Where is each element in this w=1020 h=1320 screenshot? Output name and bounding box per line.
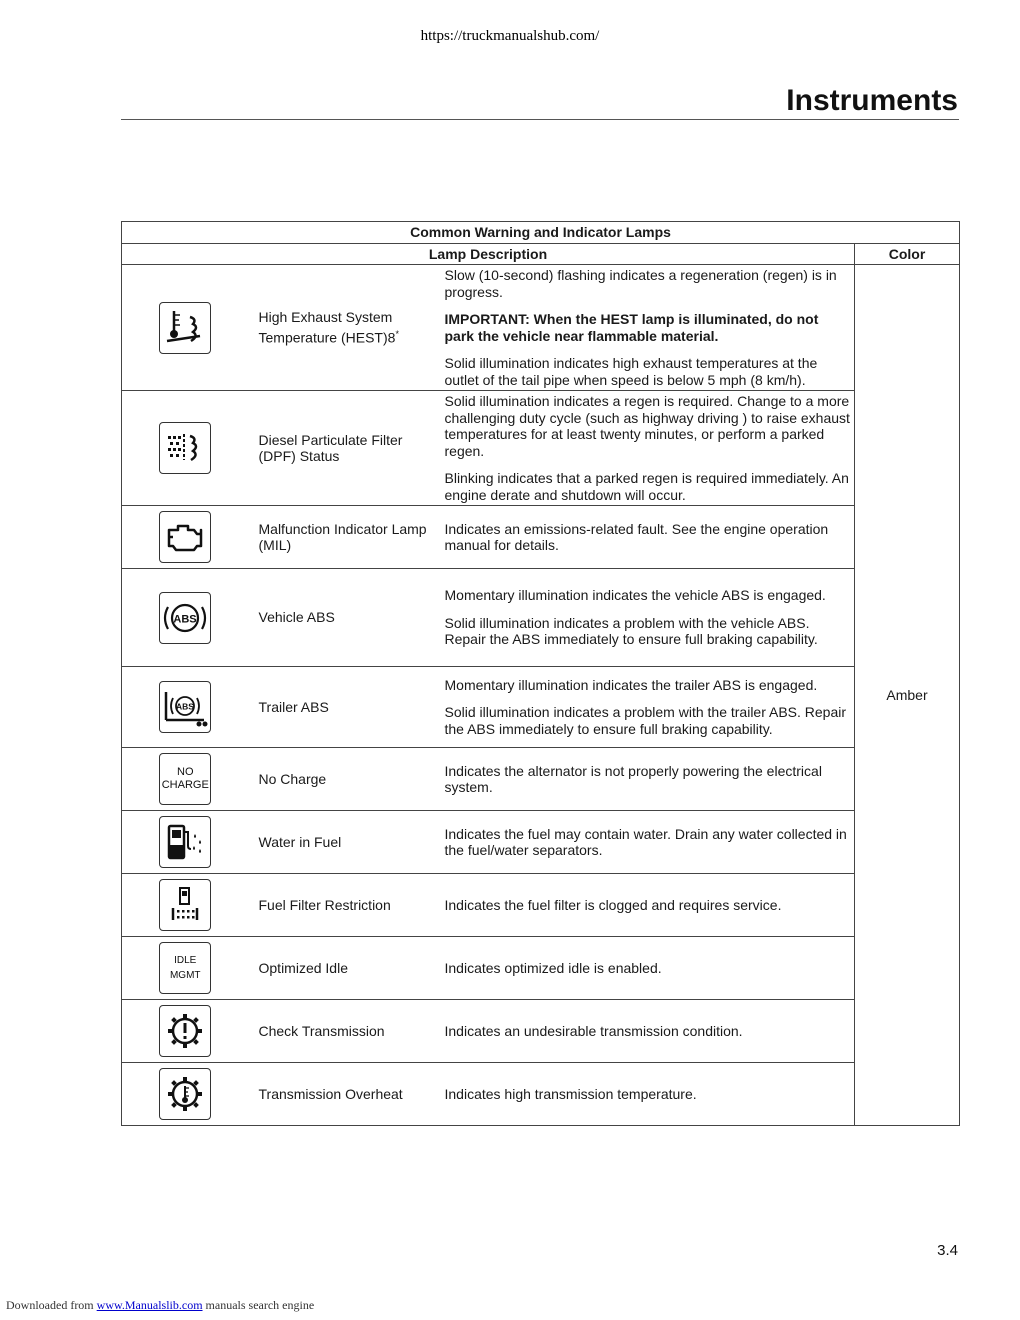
lamp-name: Transmission Overheat: [249, 1063, 435, 1126]
footnote-marker: *: [395, 328, 399, 339]
download-footer: [6, 1298, 314, 1313]
manualslib-link[interactable]: www.Manualslib.com: [96, 1298, 203, 1312]
header-lamp-description: Lamp Description: [122, 244, 855, 265]
table-row: [122, 874, 960, 937]
page-number: 3.4: [937, 1242, 958, 1259]
table-row: [122, 506, 960, 569]
lamp-name: Water in Fuel: [249, 811, 435, 874]
table-row: [122, 937, 960, 1000]
warning-lamps-table: [121, 221, 960, 1126]
lamp-description: Momentary illumination indicates the vehicle ABS is engaged.: [444, 587, 826, 604]
table-row: [122, 811, 960, 874]
lamp-description: Indicates the alternator is not properly powering the electrical system.: [444, 762, 822, 795]
lamp-description: Slow (10-second) flashing indicates a regeneration (regen) is in progress.: [444, 267, 837, 300]
lamp-description: Solid illumination indicates a problem with the vehicle ABS. Repair the ABS immediately to ensure full braking capability.: [444, 614, 818, 648]
table-row: [122, 1000, 960, 1063]
lamp-name: High Exhaust System Temperature (HEST)8: [258, 309, 396, 346]
lamp-description: Indicates optimized idle is enabled.: [444, 959, 662, 976]
table-row: [122, 569, 960, 667]
table-row: [122, 391, 960, 506]
table-caption: Common Warning and Indicator Lamps: [122, 222, 960, 244]
table-row: [122, 1063, 960, 1126]
lamp-description: Indicates high transmission temperature.: [444, 1085, 697, 1102]
engine-check-icon: [159, 511, 211, 563]
table-row: [122, 748, 960, 811]
water-in-fuel-icon: [159, 816, 211, 868]
icon-label-line: IDLE: [174, 955, 197, 966]
lamp-name: Check Transmission: [249, 1000, 435, 1063]
table-row: [122, 265, 960, 391]
trailer-abs-icon: [159, 681, 211, 733]
lamp-description: Momentary illumination indicates the trailer ABS is engaged.: [444, 676, 818, 693]
lamp-name: Malfunction Indicator Lamp (MIL): [249, 506, 435, 569]
transmission-overheat-icon: [159, 1068, 211, 1120]
lamp-description: Solid illumination indicates high exhaust temperatures at the outlet of the tail pipe when speed is below 5 mph (8 km/h).: [444, 355, 818, 388]
lamp-description: Blinking indicates that a parked regen is required immediately. An engine derate and shutdown will occur.: [444, 470, 849, 503]
icon-label-line: NO: [177, 766, 194, 778]
idle-mgmt-icon: [159, 942, 211, 994]
hest-exhaust-temp-icon: [159, 302, 211, 354]
lamp-name: Fuel Filter Restriction: [249, 874, 435, 937]
icon-label-line: MGMT: [169, 970, 201, 981]
vehicle-abs-icon: [159, 592, 211, 644]
lamp-description: Indicates the fuel may contain water. Drain any water collected in the fuel/water separators.: [444, 825, 847, 858]
dpf-status-icon: [159, 422, 211, 474]
title-divider: [121, 119, 959, 120]
lamp-description: Solid illumination indicates a regen is required. Change to a more challenging duty cycle (such as highway driving ) to raise exhaust temperatures for at least twenty minutes, or perform a parked regen.: [444, 393, 850, 459]
lamp-description: Indicates an emissions-related fault. See the engine operation manual for details.: [444, 520, 829, 553]
lamp-description: Indicates the fuel filter is clogged and requires service.: [444, 896, 782, 913]
abs-icon-text: ABS: [173, 613, 197, 625]
icon-label-line: CHARGE: [161, 779, 209, 791]
table-row: [122, 667, 960, 748]
abs-icon-text: ABS: [176, 701, 195, 712]
no-charge-icon: [159, 753, 211, 805]
lamp-description: Solid illumination indicates a problem with the trailer ABS. Repair the ABS immediately to ensure full braking capability.: [444, 704, 847, 737]
lamp-name: Trailer ABS: [249, 667, 435, 748]
color-value: Amber: [855, 265, 960, 1126]
important-note: IMPORTANT: When the HEST lamp is illuminated, do not park the vehicle near flammable material.: [444, 311, 819, 344]
lamp-name: No Charge: [249, 748, 435, 811]
check-transmission-icon: [159, 1005, 211, 1057]
header-color: Color: [855, 244, 960, 265]
page-title: Instruments: [786, 84, 958, 117]
fuel-filter-icon: [159, 879, 211, 931]
footer-prefix: Downloaded from: [6, 1298, 94, 1312]
source-url: https://truckmanualshub.com/: [420, 28, 600, 44]
lamp-name: Diesel Particulate Filter (DPF) Status: [249, 391, 435, 506]
footer-suffix: manuals search engine: [205, 1298, 315, 1312]
lamp-name: Optimized Idle: [249, 937, 435, 1000]
lamp-description: Indicates an undesirable transmission condition.: [444, 1022, 743, 1039]
lamp-name: Vehicle ABS: [249, 569, 435, 667]
